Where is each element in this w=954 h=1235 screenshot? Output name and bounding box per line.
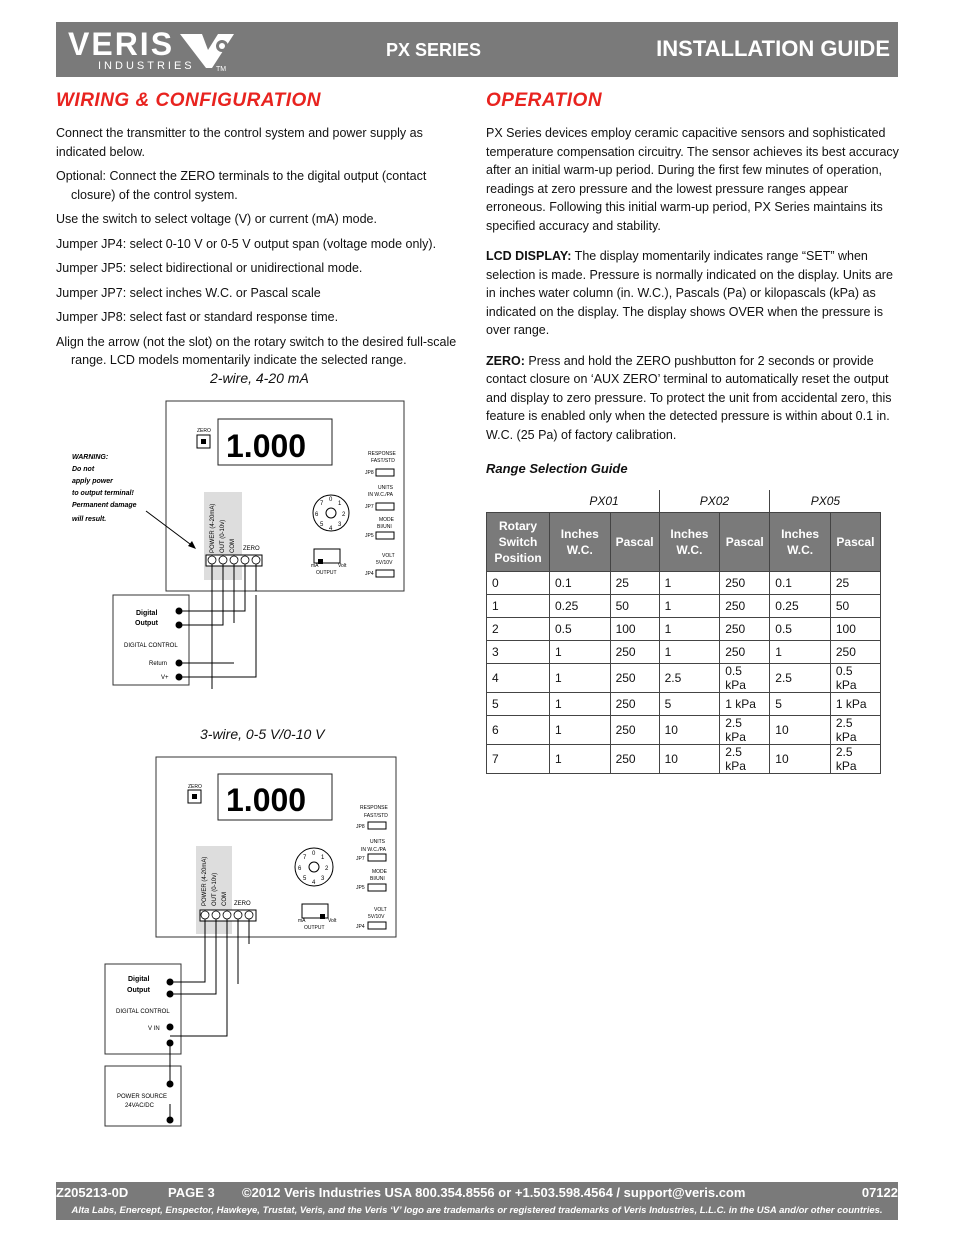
table-row: [487, 693, 881, 716]
wiring-para: Use the switch to select voltage (V) or current (mA) mode.: [56, 212, 377, 226]
units-sub-label: IN W.C./PA: [361, 847, 386, 853]
table-cell: 10: [659, 716, 720, 745]
table-header: Inches W.C.: [659, 513, 720, 572]
zero-para: [486, 352, 900, 445]
dial-digit: 0: [329, 497, 333, 503]
table-cell: 250: [610, 664, 659, 693]
zero-text: Press and hold the ZERO pushbutton for 2 seconds or provide contact closure on ‘AUX ZERO’ terminal to automatically reset the output and display to zero pressure. To protect the unit from accidental zero, this feature is enabled only when the detected pressure is within about 0.1 in. W.C. (25 Pa) of factory calibration.: [486, 353, 892, 442]
table-cell: 1: [659, 641, 720, 664]
wiring-para: Jumper JP5: select bidirectional or unidirectional mode.: [56, 261, 363, 275]
table-cell: 25: [610, 572, 659, 595]
mode-sub-label: BI/UNI: [370, 876, 385, 882]
series-title: PX SERIES: [386, 40, 482, 60]
table-cell: 5: [659, 693, 720, 716]
table-cell: 100: [610, 618, 659, 641]
output-label: OUTPUT: [304, 925, 325, 931]
jp8-label: JP8: [356, 824, 365, 830]
table-header: Inches W.C.: [550, 513, 611, 572]
date-code: 07122: [861, 1185, 898, 1200]
dial-digit: 0: [312, 851, 316, 857]
group-px01: PX01: [589, 494, 619, 508]
table-cell: 0.5: [550, 618, 611, 641]
logo-sub: INDUSTRIES: [98, 60, 195, 72]
doc-number: Z205213-0D: [56, 1185, 129, 1200]
wiring-para: Jumper JP4: select 0-10 V or 0-5 V output span (voltage mode only).: [56, 236, 437, 251]
table-cell: 4: [487, 664, 550, 693]
wiring-para: Align the arrow (not the slot) on the rotary switch to the desired full-scale range. LCD models momentarily indicate the selected range.: [56, 334, 457, 367]
table-cell: 10: [659, 745, 720, 774]
table-cell: 250: [720, 641, 770, 664]
warning-line: apply power: [72, 478, 113, 485]
group-px05: PX05: [770, 490, 881, 513]
table-cell: 250: [610, 641, 659, 664]
wiring-para: Connect the transmitter to the control system and power supply as indicated below.: [56, 126, 423, 159]
table-cell: 1: [659, 572, 720, 595]
table-cell: 1: [770, 641, 831, 664]
dial-digit: 5: [303, 876, 307, 882]
term-out-label: OUT (0-10v): [212, 872, 218, 906]
table-cell: 250: [610, 716, 659, 745]
table-cell: 2.5 kPa: [720, 716, 770, 745]
operation-text: [486, 124, 900, 450]
table-row: [487, 716, 881, 745]
table-cell: 1 kPa: [720, 693, 770, 716]
table-cell: 2.5: [659, 664, 720, 693]
response-label: RESPONSE: [368, 451, 396, 457]
lcd-display: 1.000: [226, 782, 307, 818]
term-zero-label: ZERO: [243, 546, 260, 552]
table-header: Pascal: [610, 513, 659, 572]
table-cell: 10: [770, 716, 831, 745]
term-com-label: COM: [222, 892, 228, 906]
term-out-label: OUT (0-10v): [220, 519, 226, 553]
zero-label: ZERO: [188, 784, 202, 790]
table-row: [487, 618, 881, 641]
lcd-display: 1.000: [226, 428, 307, 464]
vplus-label: V+: [161, 675, 169, 681]
table-cell: 1: [487, 595, 550, 618]
table-cell: 0.5 kPa: [830, 664, 880, 693]
range-selection-table: [486, 490, 881, 774]
table-cell: 100: [830, 618, 880, 641]
digital-output-label: Digital: [136, 610, 158, 617]
wiring-para: Optional: Connect the ZERO terminals to the digital output (contact closure) of the control system.: [56, 169, 427, 202]
dial-digit: 2: [342, 512, 346, 518]
table-cell: 5: [487, 693, 550, 716]
table-cell: 250: [610, 745, 659, 774]
table-cell: 2: [487, 618, 550, 641]
table-cell: 25: [830, 572, 880, 595]
volt-switch-label: Volt: [338, 563, 347, 569]
operation-para: PX Series devices employ ceramic capacitive sensors and sophisticated temperature compensation circuitry. The sensor achieves its best accuracy after an initial warm-up period. During the first few minutes of operation, readings at zero pressure and the lowest pressure ranges appear erroneous. Following this initial warm-up period, PX Series maintains its specified accuracy and stability.: [486, 126, 899, 233]
table-cell: 2.5: [770, 664, 831, 693]
table-cell: 0: [487, 572, 550, 595]
table-cell: 5: [770, 693, 831, 716]
response-label: RESPONSE: [360, 805, 388, 811]
dial-digit: 1: [321, 855, 325, 861]
jp7-label: JP7: [356, 856, 365, 862]
table-cell: 3: [487, 641, 550, 664]
ma-label: mA: [311, 563, 319, 569]
table-cell: 0.25: [770, 595, 831, 618]
caption-2wire: 2-wire, 4-20 mA: [210, 370, 309, 386]
lcd-text: The display momentarily indicates range “SET” when selection is made. Pressure is normally indicated on the display. Units are in inches water column (in. W.C.), Pascals (Pa) or kilopascals (kPa) as indicated on the display. The display shows OVER when the pressure is over range.: [486, 249, 893, 337]
dial-digit: 3: [338, 522, 342, 528]
faststd-label: FAST/STD: [364, 813, 388, 819]
digital-output-label: Output: [135, 620, 158, 627]
table-row: [487, 664, 881, 693]
table-cell: 2.5 kPa: [830, 745, 880, 774]
jp8-label: JP8: [365, 470, 374, 476]
wiring-diagram-3wire: [100, 754, 400, 1134]
warning-line: will result.: [72, 516, 107, 523]
table-row: [487, 641, 881, 664]
table-header: Pascal: [720, 513, 770, 572]
table-header: Rotary Switch Position: [487, 513, 550, 572]
term-power-label: POWER (4-20mA): [210, 503, 216, 553]
table-cell: 1: [550, 641, 611, 664]
volt-label: VOLT: [382, 553, 395, 559]
volt-sub-label: 5V/10V: [368, 914, 385, 920]
dial-digit: 6: [298, 866, 302, 872]
zero-label: ZERO: [197, 428, 211, 434]
wiring-diagram-2wire: [56, 395, 416, 695]
digital-control-label: DIGITAL CONTROL: [116, 1009, 170, 1015]
power-source-label: POWER SOURCE: [117, 1094, 168, 1100]
logo-word: VERIS: [68, 26, 175, 62]
warning-note: [72, 454, 137, 523]
volt-label: VOLT: [374, 907, 387, 913]
warning-line: Permanent damage: [72, 502, 137, 509]
jp5-label: JP5: [356, 885, 365, 891]
faststd-label: FAST/STD: [371, 458, 395, 464]
veris-logo: [68, 28, 268, 74]
term-com-label: COM: [230, 539, 236, 553]
return-label: Return: [149, 661, 168, 667]
table-header: Pascal: [830, 513, 880, 572]
output-label: OUTPUT: [316, 570, 337, 576]
table-cell: 0.1: [550, 572, 611, 595]
table-cell: 250: [720, 618, 770, 641]
table-cell: 1: [659, 618, 720, 641]
table-cell: 0.25: [550, 595, 611, 618]
table-row: [487, 595, 881, 618]
dial-digit: 3: [321, 876, 325, 882]
table-cell: 6: [487, 716, 550, 745]
table-cell: 1 kPa: [830, 693, 880, 716]
dial-digit: 1: [338, 501, 342, 507]
warning-line: Do not: [72, 466, 95, 473]
jp4-label: JP4: [365, 571, 374, 577]
dial-digit: 4: [329, 526, 333, 532]
table-cell: 2.5 kPa: [720, 745, 770, 774]
table-cell: 1: [550, 745, 611, 774]
units-label: UNITS: [378, 485, 393, 491]
table-cell: 1: [550, 693, 611, 716]
table-cell: 0.5 kPa: [720, 664, 770, 693]
wiring-text: [56, 124, 468, 376]
table-row: [487, 745, 881, 774]
table-cell: 250: [610, 693, 659, 716]
term-power-label: POWER (4-20mA): [202, 856, 208, 906]
dial-digit: 7: [303, 855, 307, 861]
table-cell: 250: [830, 641, 880, 664]
table-cell: 1: [550, 664, 611, 693]
dial-digit: 4: [312, 880, 316, 886]
table-cell: 250: [720, 595, 770, 618]
table-header: Inches W.C.: [770, 513, 831, 572]
guide-title: INSTALLATION GUIDE: [656, 36, 890, 61]
lcd-para: [486, 247, 900, 340]
mode-label: MODE: [379, 517, 394, 523]
dial-digit: 5: [320, 522, 324, 528]
volt-switch-label: Volt: [328, 918, 337, 924]
dial-digit: 7: [320, 501, 324, 507]
operation-title: OPERATION: [486, 90, 603, 111]
page-number: PAGE 3: [168, 1185, 215, 1200]
table-cell: 50: [830, 595, 880, 618]
mode-sub-label: BI/UNI: [377, 524, 392, 530]
page-header: [56, 22, 898, 77]
table-cell: 1: [659, 595, 720, 618]
jp7-label: JP7: [365, 504, 374, 510]
caption-3wire: 3-wire, 0-5 V/0-10 V: [200, 726, 325, 742]
group-px02: PX02: [659, 490, 770, 513]
table-cell: 0.5: [770, 618, 831, 641]
contact-info: ©2012 Veris Industries USA 800.354.8556 or +1.503.598.4564 / support@veris.com: [242, 1185, 746, 1200]
power-source-label: 24VAC/DC: [125, 1103, 154, 1109]
dial-digit: 6: [315, 512, 319, 518]
jp5-label: JP5: [365, 533, 374, 539]
wiring-para: Jumper JP7: select inches W.C. or Pascal scale: [56, 285, 321, 300]
mode-label: MODE: [372, 869, 387, 875]
jp4-label: JP4: [356, 924, 365, 930]
digital-output-label: Digital: [128, 976, 150, 983]
warning-line: to output terminal!: [72, 490, 134, 497]
logo-tm: TM: [216, 66, 227, 73]
table-cell: 7: [487, 745, 550, 774]
ma-label: mA: [298, 918, 306, 924]
units-sub-label: IN W.C./PA: [368, 492, 393, 498]
volt-sub-label: 5V/10V: [376, 560, 393, 566]
digital-output-label: Output: [127, 987, 150, 994]
zero-label: ZERO:: [486, 353, 525, 368]
table-row: [487, 572, 881, 595]
page-footer: [56, 1182, 898, 1220]
dial-digit: 2: [325, 866, 329, 872]
table-cell: 1: [550, 716, 611, 745]
warning-line: WARNING:: [72, 454, 109, 461]
term-zero-label: ZERO: [234, 901, 251, 907]
table-cell: 250: [720, 572, 770, 595]
vin-label: V IN: [148, 1026, 160, 1032]
digital-control-label: DIGITAL CONTROL: [124, 643, 178, 649]
wiring-title: WIRING & CONFIGURATION: [56, 90, 322, 111]
trademark-notice: Alta Labs, Enercept, Enspector, Hawkeye, Trustat, Veris, and the Veris ‘V’ logo are trademarks or registered trademarks of Veris Industries, L.L.C. in the USA and/or other countries.: [71, 1205, 883, 1216]
table-cell: 0.1: [770, 572, 831, 595]
units-label: UNITS: [370, 839, 385, 845]
lcd-label: LCD DISPLAY:: [486, 249, 572, 263]
table-cell: 10: [770, 745, 831, 774]
range-guide-title: Range Selection Guide: [486, 461, 628, 476]
table-body: [487, 572, 881, 774]
table-cell: 2.5 kPa: [830, 716, 880, 745]
wiring-para: Jumper JP8: select fast or standard response time.: [56, 310, 339, 324]
table-cell: 50: [610, 595, 659, 618]
